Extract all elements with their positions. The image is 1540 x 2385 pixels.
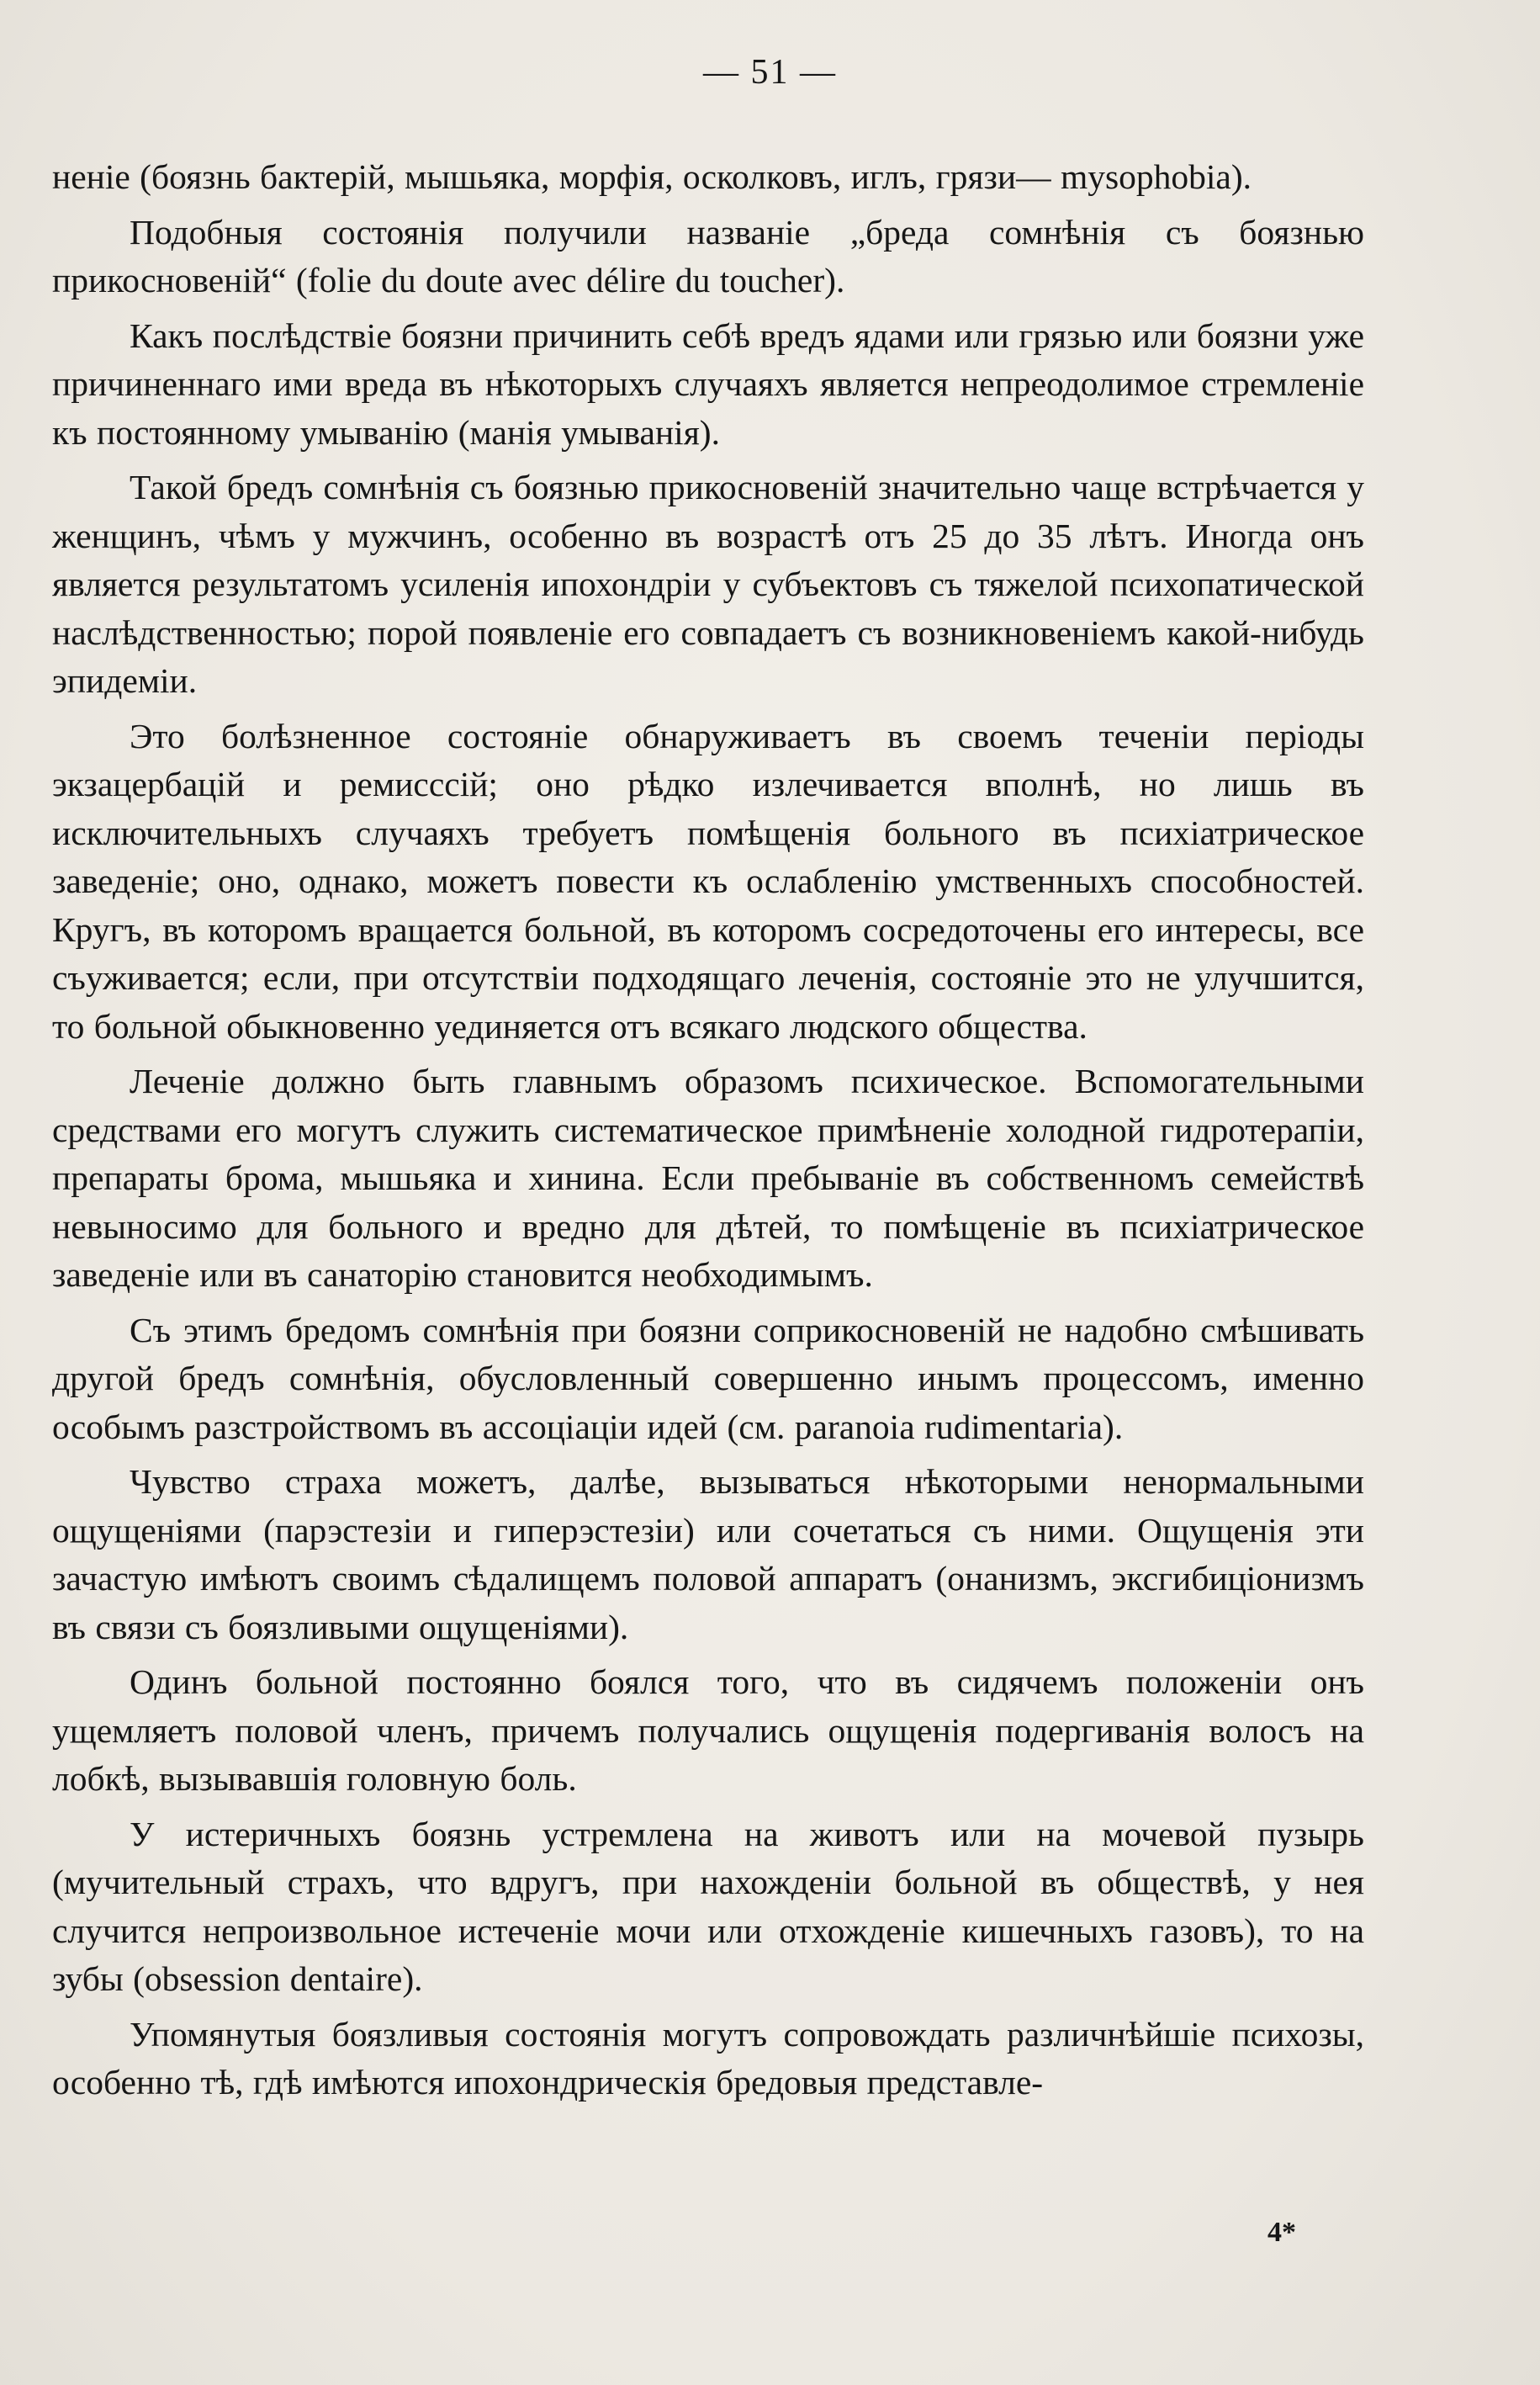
paragraph-11: Упомянутыя боязливыя состоянія могутъ сопровождать различнѣйшіе психозы, особенно тѣ, гдѣ имѣются ипохондрическія бредовыя представле- xyxy=(52,2014,1364,2101)
paragraph-1: неніе (боязнь бактерій, мышьяка, морфія, осколковъ, иглъ, грязи— mysophobia). xyxy=(52,157,1252,196)
page-body xyxy=(52,153,1364,2114)
signature-mark: 4* xyxy=(1267,2217,1296,2248)
paragraph-9: Одинъ больной постоянно боялся того, что въ сидячемъ положеніи онъ ущемляетъ половой членъ, причемъ получались ощущенія подергиванія волосъ на лобкѣ, вызывавшія головную боль. xyxy=(52,1662,1364,1798)
page-number: — 51 — xyxy=(703,53,837,92)
paragraph-4: Такой бредъ сомнѣнія съ боязнью прикосновеній значительно чаще встрѣчается у женщинъ, чѣмъ у мужчинъ, особенно въ возрастѣ отъ 25 до 35 лѣтъ. Иногда онъ является результатомъ усиленія ипохондріи у субъектовъ съ тяжелой психопатической наслѣдственностью; порой появленіе его совпадаетъ съ возникновеніемъ какой-нибудь эпидеміи. xyxy=(52,468,1364,700)
paragraph-10: У истеричныхъ боязнь устремлена на животъ или на мочевой пузырь (мучительный страхъ, что вдругъ, при нахожденіи больной въ обществѣ, у нея случится непроизвольное истеченіе мочи или отхожденіе кишечныхъ газовъ), то на зубы (obsession dentaire). xyxy=(52,1814,1364,1998)
paragraph-5: Это болѣзненное состояніе обнаруживаетъ въ своемъ теченіи періоды экзацербацій и ремисссій; оно рѣдко излечивается вполнѣ, но лишь въ исключительныхъ случаяхъ требуетъ помѣщенія больного въ психіатрическое заведеніе; оно, однако, можетъ повести къ ослабленію умственныхъ способностей. Кругъ, въ которомъ вращается больной, въ которомъ сосредоточены его интересы, все съуживается; если, при отсутствіи подходящаго леченія, состояніе это не улучшится, то больной обыкновенно уединяется отъ всякаго людского общества. xyxy=(52,716,1364,1046)
paragraph-2: Подобныя состоянія получили названіе „бреда сомнѣнія съ боязнью прикосновеній“ (folie du doute avec délire du toucher). xyxy=(52,212,1364,299)
paragraph-6: Леченіе должно быть главнымъ образомъ психическое. Вспомогательными средствами его могутъ служить систематическое примѣненіе холодной гидротерапіи, препараты брома, мышьяка и хинина. Если пребываніе въ собственномъ семействѣ невыносимо для больного и вредно для дѣтей, то помѣщеніе въ психіатрическое заведеніе или въ санаторію становится необходимымъ. xyxy=(52,1062,1364,1294)
paragraph-7: Съ этимъ бредомъ сомнѣнія при боязни соприкосновеній не надобно смѣшивать другой бредъ сомнѣнія, обусловленный совершенно инымъ процессомъ, именно особымъ разстройствомъ въ ассоціаціи идей (см. paranoia rudimentaria). xyxy=(52,1310,1364,1446)
paragraph-3: Какъ послѣдствіе боязни причинить себѣ вредъ ядами или грязью или боязни уже причиненнаго ими вреда въ нѣкоторыхъ случаяхъ является непреодолимое стремленіе къ постоянному умыванію (манія умыванія). xyxy=(52,315,1364,452)
paragraph-8: Чувство страха можетъ, далѣе, вызываться нѣкоторыми ненормальными ощущеніями (парэстезіи и гиперэстезіи) или сочетаться съ ними. Ощущенія эти зачастую имѣютъ своимъ сѣдалищемъ половой аппаратъ (онанизмъ, эксгибиціонизмъ въ связи съ боязливыми ощущеніями). xyxy=(52,1462,1364,1646)
